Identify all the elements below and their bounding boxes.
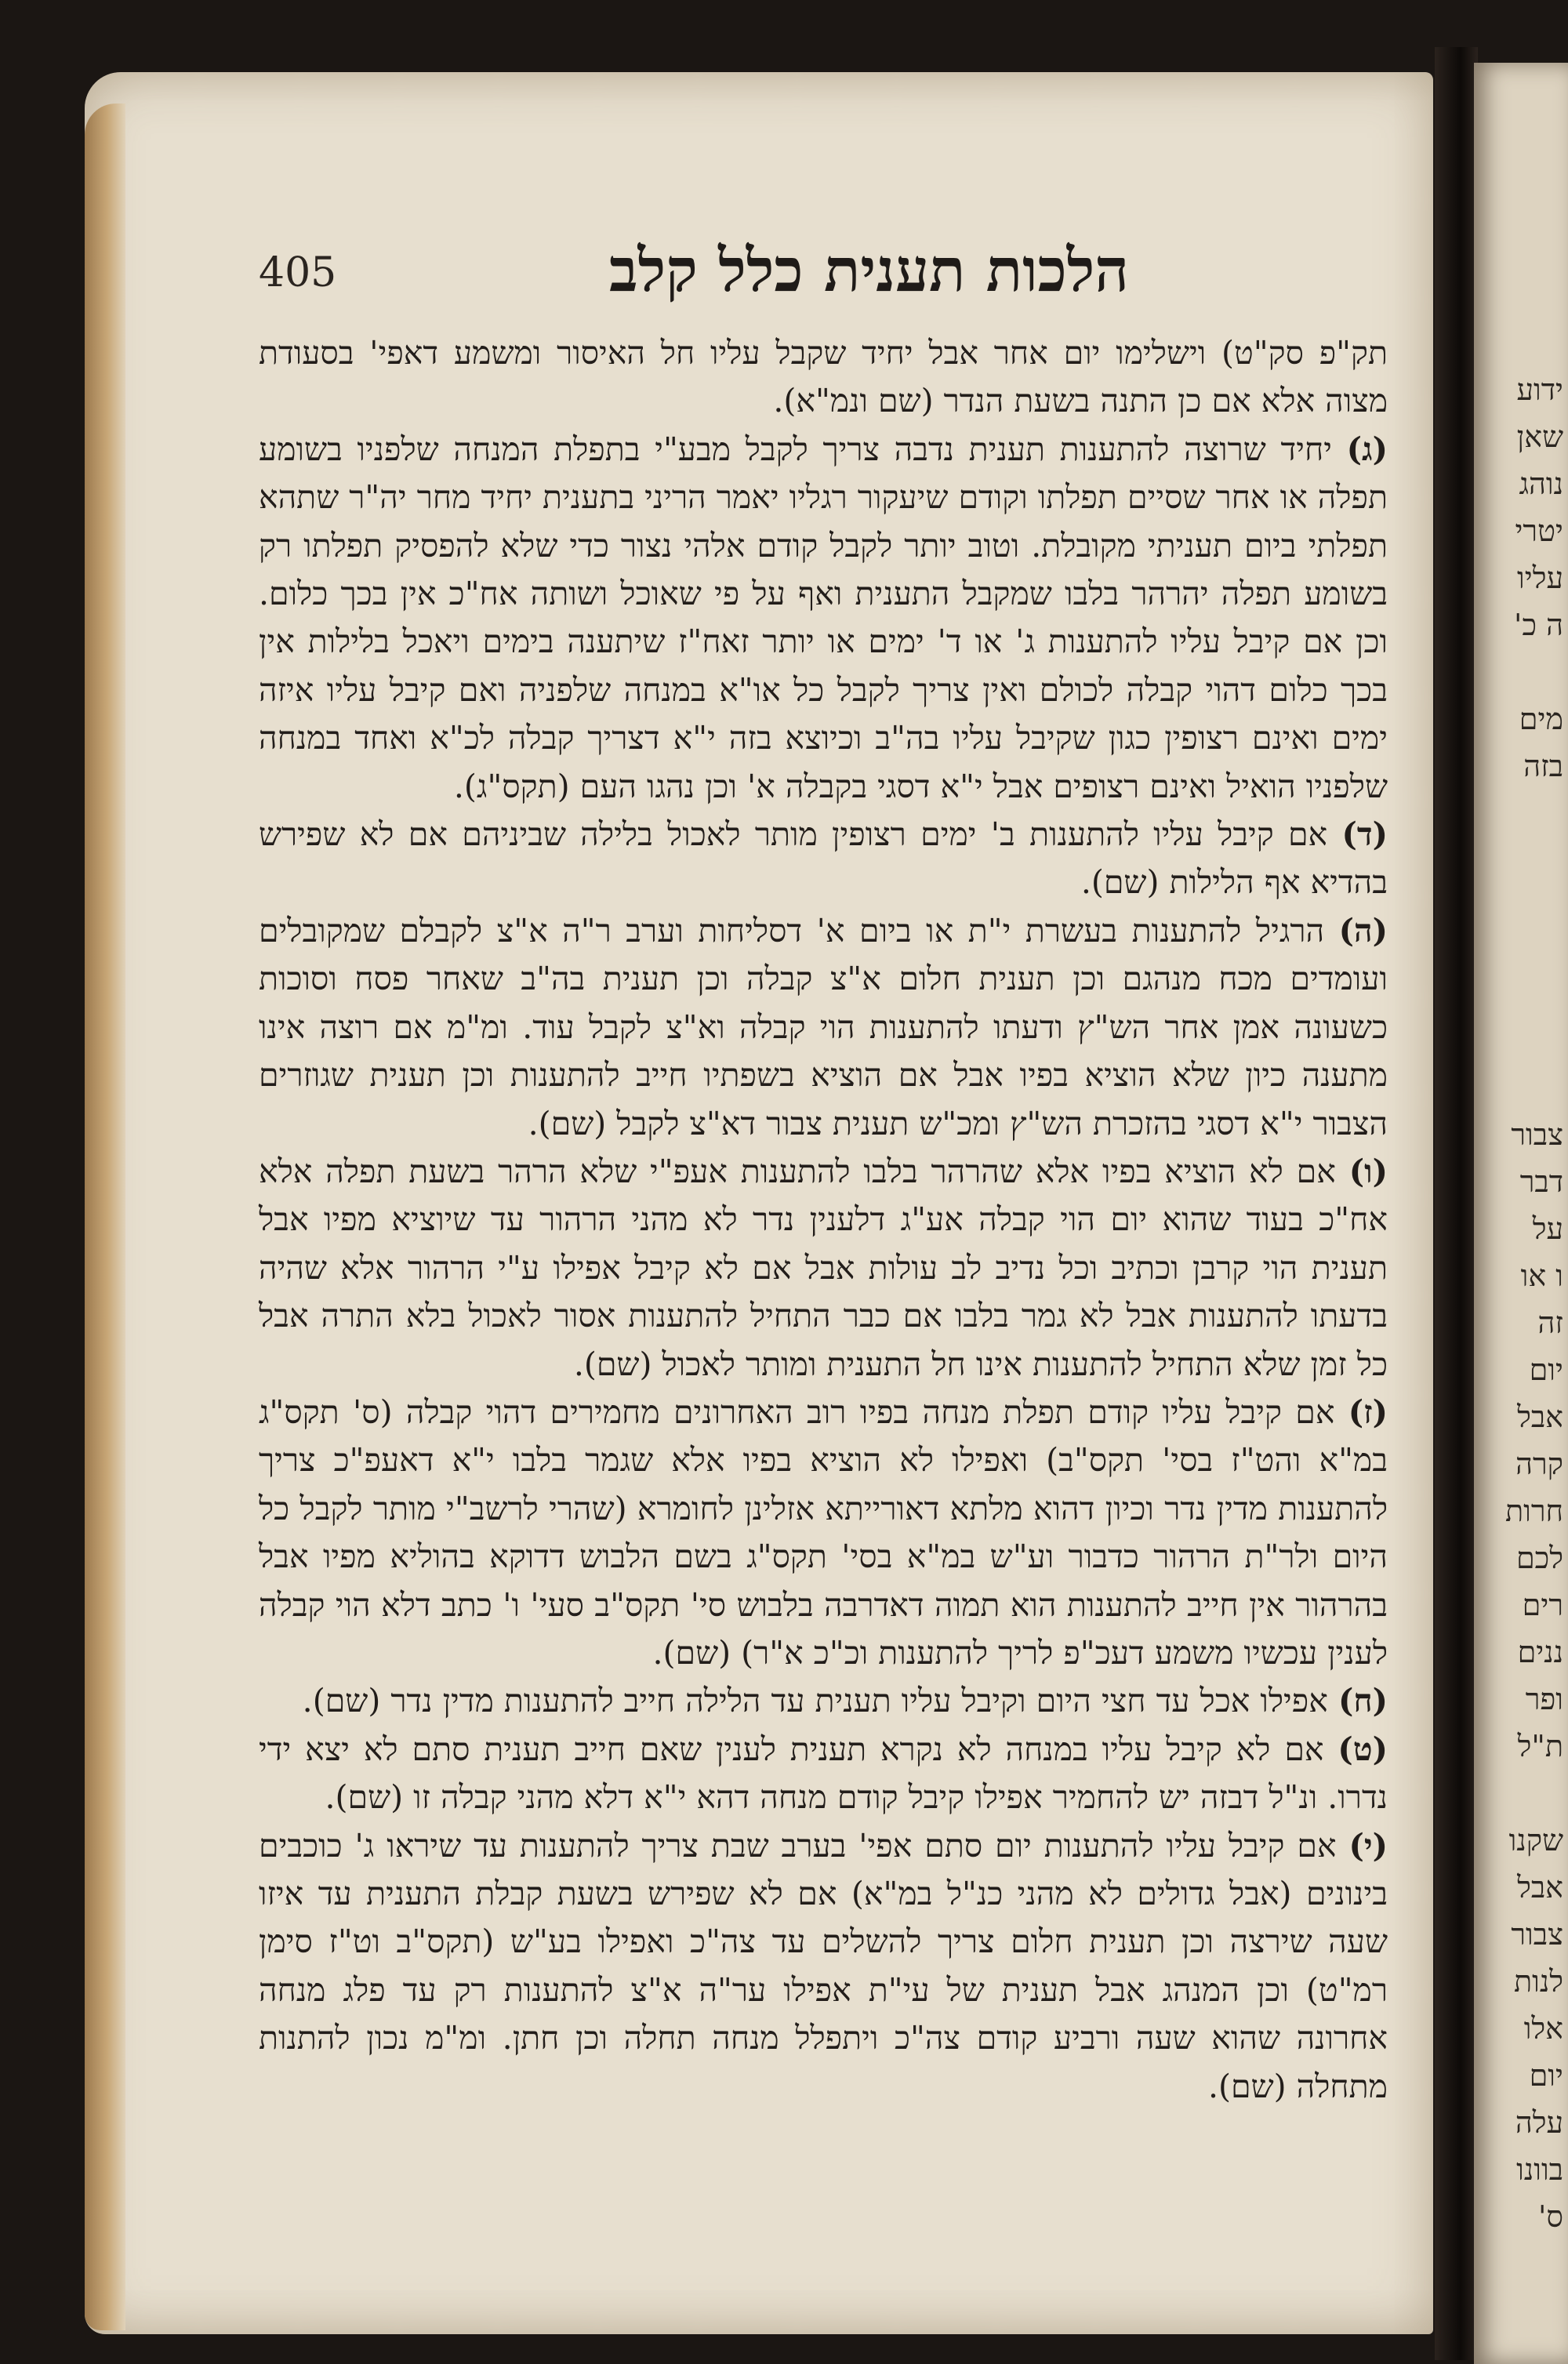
paragraph-text: אם קיבל עליו להתענות ב' ימים רצופין מותר לאכול בלילה שביניהם אם לא שפירש בהדיא אף הלילות (שם).: [259, 815, 1388, 902]
facing-page-fragment: בוונו: [1516, 2152, 1563, 2187]
facing-page-fragment: ת"ל: [1517, 1729, 1563, 1763]
facing-page-fragment: צבור: [1511, 1117, 1563, 1152]
paragraph-marker: (ט): [1338, 1730, 1388, 1768]
book-spine: [1435, 47, 1478, 2360]
paragraph-marker: (ג): [1346, 430, 1388, 468]
facing-page-fragment: מים: [1519, 702, 1563, 736]
facing-page-fragment: ה כ': [1514, 608, 1563, 642]
facing-page-fragment: יום: [1529, 2058, 1563, 2093]
paragraph-chet: [259, 1677, 1388, 1725]
page-number: 405: [259, 249, 337, 296]
paragraph-yud: [259, 1822, 1388, 2111]
paragraph-marker: (ז): [1348, 1393, 1388, 1431]
facing-page-fragment: חרות: [1504, 1494, 1563, 1528]
paragraph-text: אם לא הוציא בפיו אלא שהרהר בלבו להתענות אעפ"י שלא הרהר בשעת תפלה אלא אח"כ בעוד שהוא יום הוי קבלה אע"ג דלענין נדר לא מהני הרהור עד שיוציא מפיו אבל תענית הוי קרבן וכתיב וכל נדיב לב עולות אבל אם לא קיבל אפילו ע"י הרהור אלא שהיה בדעתו להתענות אבל לא גמר בלבו אם כבר התחיל להתענות אסור לאכול בלא התרה אבל כל זמן שלא התחיל להתענות אינו חל התענית ומותר לאכול (שם).: [259, 1152, 1388, 1383]
paragraph-text: אם לא קיבל עליו במנחה לא נקרא תענית לענין שאם חייב תענית סתם לא יצא ידי נדרו. ונ"ל דבזה יש להחמיר אפילו קיבל קודם מנחה דהא י"א דלא מהני קבלה זו (שם).: [259, 1730, 1388, 1817]
facing-page-fragment: ו או: [1520, 1258, 1563, 1293]
facing-page-fragment: זה: [1537, 1305, 1563, 1340]
facing-page-fragment: ופר: [1525, 1682, 1563, 1716]
paragraph-text: תק"פ סק"ט) וישלימו יום אחר אבל יחיד שקבל עליו חל האיסור ומשמע דאפי' בסעודת מצוה אלא אם כן התנה בשעת הנדר (שם ונמ"א).: [259, 334, 1388, 420]
facing-page-fragment: ננים: [1517, 1635, 1563, 1669]
paragraph-he: [259, 907, 1388, 1148]
paragraph-text: אפילו אכל עד חצי היום וקיבל עליו תענית עד הלילה חייב להתענות מדין נדר (שם).: [302, 1682, 1328, 1720]
facing-page-fragment: על: [1532, 1211, 1563, 1246]
facing-page-fragment: בזה: [1523, 749, 1563, 783]
paragraph-zayin: [259, 1389, 1388, 1677]
running-title: הלכות תענית כלל קלב: [608, 235, 1129, 305]
paragraph-marker: (ה): [1338, 911, 1388, 950]
facing-page-fragment: ידוע: [1516, 372, 1563, 407]
facing-page-fragment: שקנו: [1508, 1823, 1563, 1857]
facing-page-fragment: יום: [1529, 1353, 1563, 1387]
facing-page-fragment: ס': [1537, 2199, 1563, 2234]
paragraph-text: אם קיבל עליו להתענות יום סתם אפי' בערב שבת צריך להתענות עד שיראו ג' כוכבים בינונים (אבל גדולים לא מהני כנ"ל במ"א) אם לא שפירש בשעת קבלת התענית עד איזו שעה שירצה וכן תענית חלום צריך להשלים עד צה"כ ואפילו בע"ש (תקס"ב וט"ז סימן רמ"ט) וכן המנהג אבל תענית של עי"ת אפילו ער"ה א"צ להתענות רק עד פלג מנחה אחרונה שהוא שעה ורביע קודם צה"כ ויתפלל מנחה תחלה וכן חתן. ומ"מ נכון להתנות מתחלה (שם).: [259, 1826, 1388, 2105]
paragraph-text: הרגיל להתענות בעשרת י"ת או ביום א' דסליחות וערב ר"ה א"צ לקבלם שמקובלים ועומדים מכח מנהגם וכן תענית חלום א"צ קבלה וכן תענית בה"ב שאחר פסח וסוכות כשעונה אמן אחר הש"ץ ודעתו להתענות הוי קבלה וא"צ לקבל עוד. ומ"מ אם רוצה אינו מתענה כיון שלא הוציא בפיו אבל אם הוציא בשפתיו חייב להתענות וכן תענית שגוזרים הצבור י"א דסגי בהזכרת הש"ץ ומכ"ש תענית צבור דא"צ לקבל (שם).: [259, 911, 1388, 1142]
main-text-block: [259, 329, 1388, 2195]
facing-page-fragment: עלה: [1515, 2105, 1563, 2140]
facing-page-fragment: צבור: [1511, 1917, 1563, 1952]
paragraph-continuation: [259, 329, 1388, 426]
paragraph-marker: (ח): [1338, 1682, 1388, 1720]
facing-page-edge: [1474, 63, 1568, 2364]
page-header: [251, 235, 1372, 314]
paragraph-text: יחיד שרוצה להתענות תענית נדבה צריך לקבל מבע"י בתפלת המנחה שלפניו בשומע תפלה או אחר שסיים תפלתו וקודם שיעקור רגליו יאמר הריני בתענית יחיד מחר יה"ר שתהא תפלתי ביום תעניתי מקובלת. וטוב יותר לקבל קודם אלהי נצור כדי שלא להפסיק תפלתו רק בשומע תפלה יהרהר בלבו שמקבל התענית ואף על פי שאוכל ושותה אח"כ אין בכך כלום. וכן אם קיבל עליו להתענות ג' או ד' ימים או יותר זאח"ז שיתענה בימים ויאכל בלילות אין בכך כלום דהוי קבלה לכולם ואין צריך לקבל כל או"א במנחה שלפניה ואם קיבל עליו איזה ימים ואינם רצופין כגון שקיבל עליו בה"ב וכיוצא בזה י"א דצריך קבלה לכ"א ואחד במנחה שלפניו הואיל ואינם רצופים אבל י"א דסגי בקבלה א' וכן נהגו העם (תקס"ג).: [259, 430, 1388, 805]
paragraph-text: אם קיבל עליו קודם תפלת מנחה בפיו רוב האחרונים מחמירים דהוי קבלה (ס' תקס"ג במ"א והט"ז בסי' תקס"ב) ואפילו לא הוציא בפיו אלא שגמר בלבו י"א דאעפ"כ צריך להתענות מדין נדר וכיון דהוא מלתא דאורייתא אזלינן לחומרא (שהרי לרשב"י מותר לקבל כל היום ולר"ת הרהור כדבור וע"ש במ"א בסי' תקס"ג בשם הלבוש דדוקא בהוליא מפיו אבל בהרהור אין חייב להתענות הוא תמוה דאדרבה בלבוש סי' תקס"ב סעי' ו' כתב דלא הוי קבלה לענין עכשיו משמע דעכ"פ לריך להתענות וכ"כ א"ר) (שם).: [259, 1393, 1388, 1672]
page-edge-stack: [85, 103, 125, 2330]
facing-page-fragment: עליו: [1517, 561, 1563, 595]
paragraph-marker: (י): [1348, 1826, 1388, 1865]
paragraph-marker: (ד): [1341, 815, 1388, 854]
facing-page-fragment: שאן: [1516, 419, 1563, 454]
facing-page-fragment: לכם: [1515, 1541, 1563, 1575]
paragraph-gimel: [259, 426, 1388, 811]
facing-page-fragment: לנות: [1513, 1964, 1563, 1999]
facing-page-fragment: דבר: [1519, 1164, 1563, 1199]
paragraph-vav: [259, 1148, 1388, 1389]
facing-page-fragment: נוהג: [1519, 467, 1563, 501]
paragraph-marker: (ו): [1348, 1152, 1388, 1190]
facing-page-fragment: אבל: [1517, 1400, 1563, 1434]
facing-page-fragment: אלו: [1523, 2011, 1563, 2046]
facing-page-fragment: אבל: [1517, 1870, 1563, 1905]
paragraph-tet: [259, 1726, 1388, 1822]
facing-page-fragment: רים: [1522, 1588, 1563, 1622]
paragraph-dalet: [259, 811, 1388, 907]
facing-page-fragment: קרה: [1515, 1447, 1563, 1481]
facing-page-fragment: יטרי: [1515, 514, 1563, 548]
